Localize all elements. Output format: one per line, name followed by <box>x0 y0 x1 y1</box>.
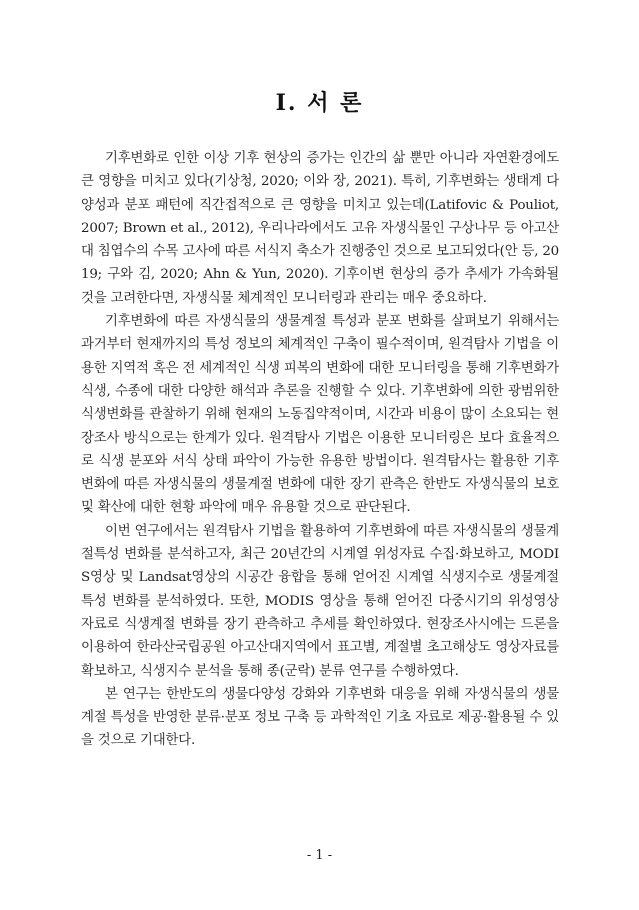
paragraph-expected-outcome: 본 연구는 한반도의 생물다양성 강화와 기후변화 대응을 위해 자생식물의 생물계절 특성을 반영한 분류·분포 정보 구축 등 과학적인 기초 자료로 제공·활용될 수 있을 것으로 기대한다. <box>81 686 559 749</box>
paragraph-introduction: 기후변화로 인한 이상 기후 현상의 증가는 인간의 삶 뿐만 아니라 자연환경에도 큰 영향을 미치고 있다(기상청, 2020; 이와 장, 2021). 특히, 기후변화는 생태계 다양성과 분포 패턴에 직간접적으로 큰 영향을 미치고 있는데(Latifovic & Pouliot, 2007; Brown et al., 2012), 우리나라에서도 고유 자생식물인 구상나무 등 아고산대 침엽수의 수목 고사에 따른 서식지 축소가 진행중인 것으로 보고되었다(안 등, 2019; 구와 김, 2020; Ahn & Yun, 2020). 기후이변 현상의 증가 추세가 가속화될 것을 고려한다면, 자생식물 체계적인 모니터링과 관리는 매우 중요하다. <box>81 151 559 306</box>
section-title: Ⅰ. 서 론 <box>275 90 364 116</box>
body-text <box>81 147 559 753</box>
paragraph-research-methods: 이번 연구에서는 원격탐사 기법을 활용하여 기후변화에 따른 자생식물의 생물계절특성 변화를 분석하고자, 최근 20년간의 시계열 위성자료 수집·화보하고, MODIS영상 및 Landsat영상의 시공간 융합을 통해 얻어진 시계열 식생지수로 생물계절 특성 변화를 분석하였다. 또한, MODIS 영상을 통해 얻어진 다중시기의 위성영상 자료로 식생계절 변화를 장기 관측하고 추세를 확인하였다. 현장조사시에는 드론을 이용하여 한라산국립공원 아고산대지역에서 표고별, 계절별 초고해상도 영상자료를 확보하고, 식생지수 분석을 통해 종(군락) 분류 연구를 수행하였다. <box>81 523 559 679</box>
paragraph-remote-sensing: 기후변화에 따른 자생식물의 생물계절 특성과 분포 변화를 살펴보기 위해서는 과거부터 현재까지의 특성 정보의 체계적인 구축이 필수적이며, 원격탐사 기법을 이용한 지역적 혹은 전 세계적인 식생 피복의 변화에 대한 모니터링을 통해 기후변화가 식생, 수종에 대한 다양한 해석과 추론을 진행할 수 있다. 기후변화에 의한 광범위한 식생변화를 관찰하기 위해 현재의 노동집약적이며, 시간과 비용이 많이 소요되는 현장조사 방식으로는 한계가 있다. 원격탐사 기법은 이용한 모니터링은 보다 효율적으로 식생 분포와 서식 상태 파악이 가능한 유용한 방법이다. 원격탐사는 활용한 기후변화에 따른 자생식물의 생물계절 변화에 대한 장기 관측은 한반도 자생식물의 보호 및 확산에 대한 현황 파악에 매우 유용할 것으로 판단된다. <box>81 314 559 516</box>
page-number: - 1 - <box>306 848 333 863</box>
